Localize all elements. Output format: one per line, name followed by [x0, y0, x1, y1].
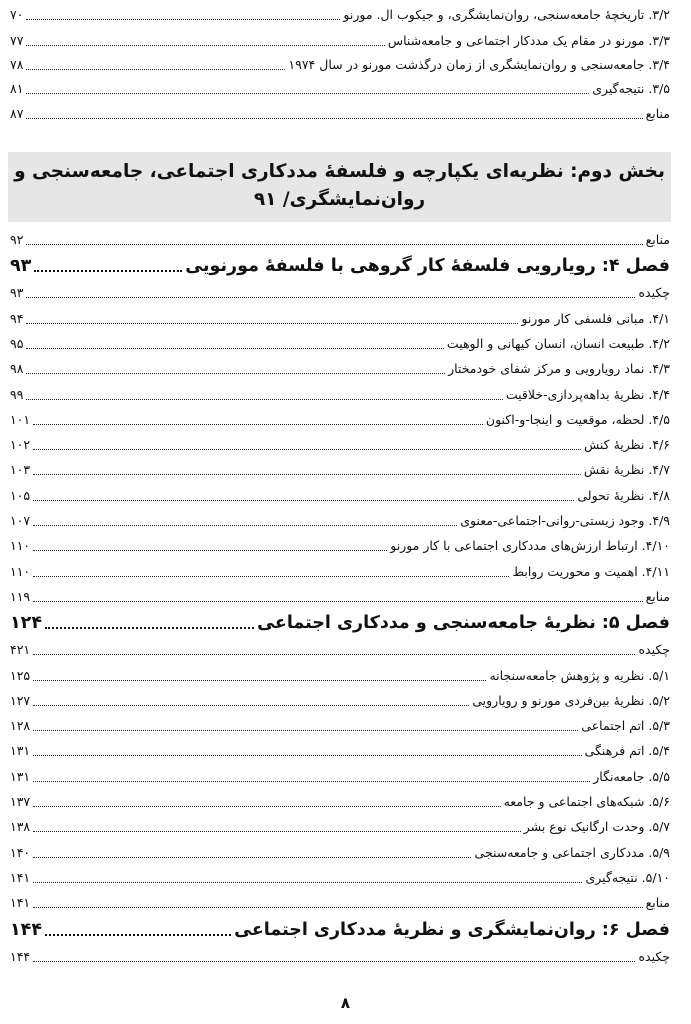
- toc-entry-row: [10, 380, 670, 404]
- toc-entry-row: [10, 354, 670, 378]
- toc-entry-row: [10, 686, 670, 710]
- toc-page-number: ۱۰۵: [10, 487, 31, 503]
- toc-entry-title: ۴/۳. نماد رویارویی و مرکز شفای خودمختار: [448, 361, 670, 377]
- toc-entry-row: [10, 50, 670, 74]
- toc-entry-title: ۴/۶. نظریهٔ کنش: [583, 437, 670, 453]
- toc-entry-title: ۴/۵. لحظه، موقعیت و اینجا-و-اکنون: [485, 411, 670, 427]
- dot-leader: [33, 730, 578, 731]
- dot-leader: [26, 348, 443, 349]
- dot-leader: [33, 781, 590, 782]
- dot-leader: [33, 474, 581, 475]
- toc-chapter-row: [10, 248, 670, 278]
- toc-entry-row: [10, 74, 670, 98]
- dot-leader: [33, 961, 635, 962]
- toc-entry-title: چکیده: [638, 948, 670, 964]
- toc-page-number: ۹۵: [10, 335, 24, 351]
- toc-entry-title: ۵/۱۰. نتیجه‌گیری: [585, 869, 670, 885]
- toc-page-number: ۹۲: [10, 232, 24, 247]
- toc-entry-row: [10, 506, 670, 530]
- dot-leader: [45, 934, 231, 936]
- toc-entry-title: ۴/۴. نظریهٔ بداهه‌پردازی-خلاقیت: [505, 386, 670, 402]
- dot-leader: [33, 755, 581, 756]
- toc-entry-row: [10, 0, 670, 24]
- toc-entry-title: ۴/۸. نظریهٔ تحولی: [577, 487, 670, 503]
- toc-entry-title: چکیده: [638, 642, 670, 658]
- toc-page-number: ۹۳: [10, 256, 32, 277]
- toc-entry-row: [10, 582, 670, 606]
- dot-leader: [26, 399, 502, 400]
- dot-leader: [26, 244, 642, 245]
- toc-page-number: ۱۴۱: [10, 869, 31, 885]
- dot-leader: [33, 857, 471, 858]
- dot-leader: [33, 680, 486, 681]
- toc-entry-title: ۳/۵. نتیجه‌گیری: [592, 81, 670, 96]
- dot-leader: [26, 69, 285, 70]
- toc-page-number: ۴۲۱: [10, 642, 31, 658]
- toc-entry-row: [10, 711, 670, 735]
- toc-page-number: ۱۲۴: [10, 613, 43, 634]
- dot-leader: [26, 19, 340, 20]
- toc-entry-row: [10, 812, 670, 836]
- toc-entry-title: ۵/۶. شبکه‌های اجتماعی و جامعه: [503, 794, 670, 809]
- toc-entry-row: [10, 304, 670, 328]
- toc-chapter-title: فصل ۴: رویارویی فلسفهٔ کار گروهی با فلسفهٔ مورنویی: [185, 256, 670, 277]
- toc-entry-title: ۵/۴. اتم فرهنگی: [584, 743, 670, 759]
- toc-page-number: ۹۸: [10, 361, 24, 377]
- toc-entry-title: ۴/۷. نظریهٔ نقش: [583, 462, 670, 478]
- toc-entry-title: ۵/۳. اتم اجتماعی: [581, 718, 670, 734]
- toc-page-number: ۱۰۱: [10, 411, 31, 427]
- toc-entry-row: [10, 557, 670, 581]
- dot-leader: [33, 576, 509, 577]
- toc-entry-row: [10, 26, 670, 50]
- toc-entry-row: [10, 635, 670, 659]
- toc-page-number: ۷۷: [10, 33, 24, 48]
- dot-leader: [33, 831, 521, 832]
- toc-entry-title: ۵/۲. نظریهٔ بین‌فردی مورنو و رویارویی: [472, 692, 670, 708]
- toc-entry-title: منابع: [645, 895, 670, 911]
- page-number: ۸: [340, 994, 351, 1012]
- toc-entry-row: [10, 278, 670, 302]
- toc-entry-title: ۵/۹. مددکاری اجتماعی و جامعه‌سنجی: [474, 844, 670, 860]
- toc-entry-row: [10, 888, 670, 912]
- toc-entry-row: [10, 787, 670, 811]
- toc-entry-title: ۵/۵. جامعه‌نگار: [593, 768, 670, 784]
- toc-entry-row: [10, 225, 670, 249]
- dot-leader: [33, 806, 500, 807]
- toc-entry-row: [10, 942, 670, 966]
- toc-page-number: ۱۴۰: [10, 844, 31, 860]
- toc-page-number: ۱۴۱: [10, 895, 31, 911]
- toc-chapter-row: [10, 912, 670, 942]
- toc-entry-title: منابع: [645, 106, 670, 121]
- dot-leader: [33, 424, 483, 425]
- dot-leader: [33, 449, 581, 450]
- dot-leader: [33, 705, 469, 706]
- toc-page-number: ۷۰: [10, 7, 24, 22]
- toc-page-number: ۸۱: [10, 81, 24, 96]
- dot-leader: [26, 93, 589, 94]
- toc-page-number: ۱۳۸: [10, 819, 31, 835]
- toc-page-number: ۱۴۴: [10, 948, 31, 964]
- toc-entry-title: ۳/۳. مورنو در مقام یک مددکار اجتماعی و جامعه‌شناس: [387, 33, 670, 48]
- dot-leader: [34, 270, 182, 272]
- toc-entry-title: ۴/۱. مبانی فلسفی کار مورنو: [521, 310, 670, 326]
- toc-chapter-title: فصل ۶: روان‌نمایشگری و نظریهٔ مددکاری اجتماعی: [234, 919, 670, 940]
- toc-entry-title: منابع: [645, 588, 670, 604]
- toc-page-number: ۱۰۷: [10, 513, 31, 528]
- dot-leader: [26, 45, 384, 46]
- toc-entry-row: [10, 838, 670, 862]
- toc-entry-title: ۳/۴. جامعه‌سنجی و روان‌نمایشگری از زمان درگذشت مورنو در سال ۱۹۷۴: [288, 57, 670, 72]
- dot-leader: [33, 550, 387, 551]
- toc-entry-title: ۵/۱. نظریه و پژوهش جامعه‌سنجانه: [489, 667, 670, 683]
- toc-page-number: ۹۹: [10, 386, 24, 402]
- toc-entry-title: منابع: [645, 232, 670, 247]
- toc-page-number: ۸۷: [10, 106, 24, 121]
- dot-leader: [26, 297, 635, 298]
- toc-page-number: ۱۲۷: [10, 692, 31, 708]
- toc-entry-row: [10, 430, 670, 454]
- toc-page-number: ۱۱۹: [10, 588, 31, 604]
- toc-entry-row: [10, 531, 670, 555]
- dot-leader: [33, 654, 635, 655]
- toc-page-number: ۱۲۵: [10, 667, 31, 683]
- toc-entry-row: [10, 736, 670, 760]
- toc-entry-row: [10, 455, 670, 479]
- toc-entry-title: ۴/۹. وجود زیستی-روانی-اجتماعی-معنوی: [460, 513, 670, 528]
- toc-page-number: ۹۴: [10, 310, 24, 326]
- toc-entry-title: ۴/۱۰. ارتباط ارزش‌های مددکاری اجتماعی با کار مورنو: [390, 538, 670, 554]
- toc-page-number: ۱۳۱: [10, 768, 31, 784]
- dot-leader: [33, 500, 574, 501]
- toc-page-number: ۷۸: [10, 57, 24, 72]
- toc-page-number: ۱۱۰: [10, 538, 31, 554]
- toc-entry-row: [10, 863, 670, 887]
- toc-page-number: ۱۳۷: [10, 794, 31, 809]
- dot-leader: [45, 627, 254, 629]
- toc-page-number: ۱۰۳: [10, 462, 31, 478]
- toc-entry-row: [10, 329, 670, 353]
- toc-entry-row: [10, 99, 670, 123]
- toc-page-number: ۱۱۰: [10, 563, 31, 579]
- toc-page-number: ۱۰۲: [10, 437, 31, 453]
- toc-chapter-title: فصل ۵: نظریهٔ جامعه‌سنجی و مددکاری اجتماعی: [257, 613, 670, 634]
- dot-leader: [33, 601, 642, 602]
- dot-leader: [33, 525, 457, 526]
- dot-leader: [33, 907, 642, 908]
- toc-entry-title: چکیده: [638, 285, 670, 301]
- toc-entry-title: ۵/۷. وحدت ارگانیک نوع بشر: [523, 819, 670, 835]
- toc-chapter-row: [10, 605, 670, 635]
- toc-page-number: ۱۴۴: [10, 919, 43, 940]
- toc-page-number: ۱۲۸: [10, 718, 31, 734]
- toc-entry-row: [10, 661, 670, 685]
- toc-entry-row: [10, 405, 670, 429]
- toc-entry-row: [10, 762, 670, 786]
- toc-page-number: ۹۳: [10, 285, 24, 301]
- toc-page-number: ۱۳۱: [10, 743, 31, 759]
- toc-entry-title: ۳/۲. تاریخچهٔ جامعه‌سنجی، روان‌نمایشگری، و جیکوب ال. مورنو: [343, 7, 670, 22]
- dot-leader: [26, 323, 518, 324]
- toc-entry-title: ۴/۲. طبیعت انسان، انسان کیهانی و الوهیت: [446, 335, 670, 351]
- toc-entry-title: ۴/۱۱. اهمیت و محوریت روابط: [512, 563, 670, 579]
- dot-leader: [26, 373, 445, 374]
- part-heading: بخش دوم: نظریه‌ای یکپارچه و فلسفهٔ مددکاری اجتماعی، جامعه‌سنجی و روان‌نمایشگری/ ۹۱: [8, 152, 671, 222]
- dot-leader: [33, 882, 582, 883]
- dot-leader: [26, 118, 642, 119]
- toc-entry-row: [10, 481, 670, 505]
